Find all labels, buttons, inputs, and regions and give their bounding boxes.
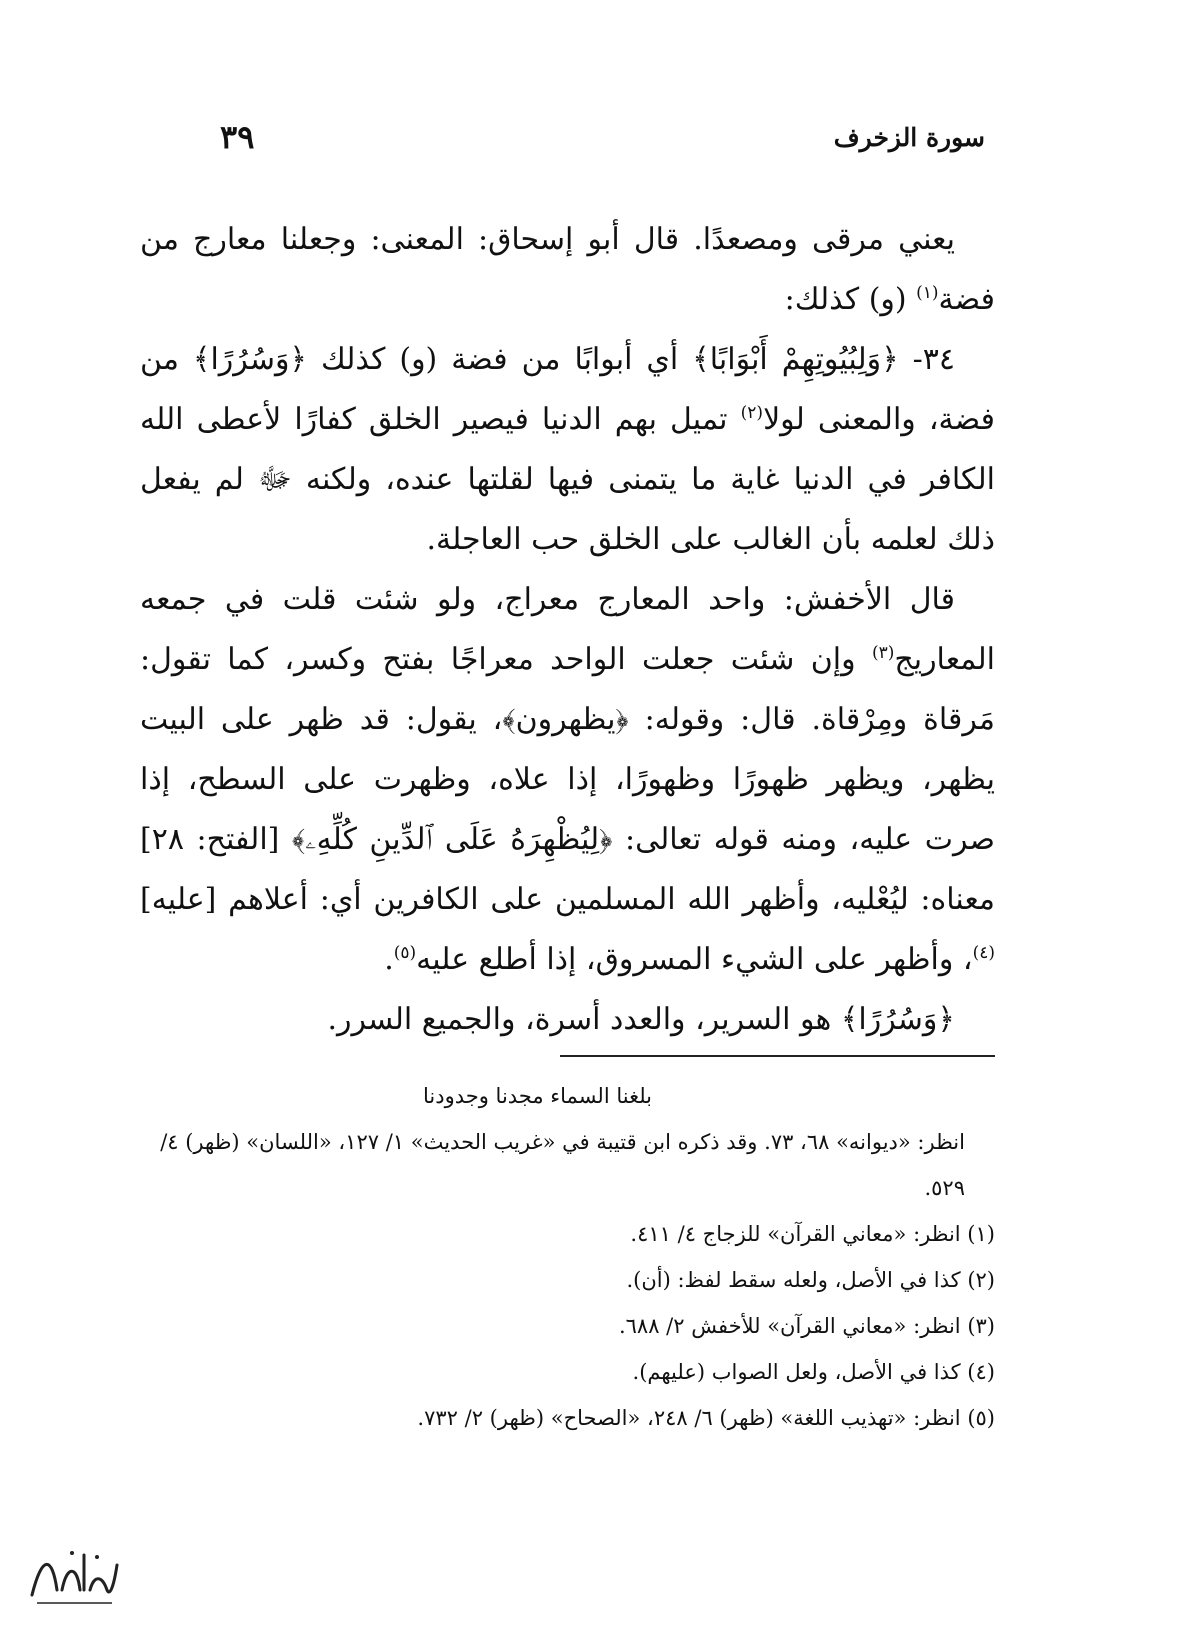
footnote-5: (٥) انظر: «تهذيب اللغة» (ظهر) ٦/ ٢٤٨، «الصحاح» (ظهر) ٢/ ٧٣٢.: [417, 1406, 995, 1430]
footnote-ref-2[interactable]: (٢): [740, 403, 764, 423]
quran-quote: ﴿وَسُرُرًا﴾: [840, 1002, 955, 1037]
text-run: .: [384, 942, 394, 977]
text-run: هو السرير، والعدد أسرة، والجميع السرر.: [327, 1002, 841, 1037]
text-run: تميل بهم الدنيا فيصير الخلق كفارًا لأعطى الله الكافر في الدنيا غاية ما يتمنى فيها لقلتها عنده، ولكنه ﷻ لم يفعل ذلك لعلمه بأن الغالب على الخلق حب العاجلة.: [140, 402, 995, 557]
footnote-4: (٤) كذا في الأصل، ولعل الصواب (عليهم).: [632, 1360, 995, 1384]
quran-quote: ﴿وَلِبُيُوتِهِمْ أَبْوَابًا﴾: [692, 342, 899, 377]
paragraph-2: [140, 330, 995, 570]
footnote-verse: بلغنا السماء مجدنا وجدودنا: [422, 1084, 653, 1108]
main-text: [140, 210, 995, 1050]
footnote-divider: [560, 1055, 995, 1057]
footnote-ref-1[interactable]: (١): [916, 283, 939, 303]
footnote-verse-reference: انظر: «ديوانه» ٦٨، ٧٣. وقد ذكره ابن قتيبة في «غريب الحديث» ١/ ١٢٧، «اللسان» (ظهر) ٤/ ٥٢٩.: [160, 1130, 965, 1200]
text-run: أي أبوابًا من فضة (و) كذلك: [307, 342, 693, 377]
quran-quote: ﴿لِيُظْهِرَهُ عَلَى ٱلدِّينِ كُلِّهِۦ﴾: [291, 822, 613, 857]
text-run: قال الأخفش: واحد المعارج معراج، ولو شئت قلت في جمعه المعاريج: [140, 582, 995, 677]
running-title: سورة الزخرف: [833, 122, 985, 152]
text-run: (و) كذلك:: [784, 282, 917, 317]
footnote-3: (٣) انظر: «معاني القرآن» للأخفش ٢/ ٦٨٨.: [618, 1314, 995, 1338]
text-run: وإن شئت جعلت الواحد معراجًا بفتح وكسر، كما تقول: مَرقاة ومِرْقاة. قال: وقوله:: [140, 642, 995, 737]
quran-quote: ﴿وَسُرُرًا﴾: [192, 342, 308, 377]
footnotes: [140, 1073, 995, 1441]
paragraph-4: [140, 990, 995, 1050]
footnote-2: (٢) كذا في الأصل، ولعله سقط لفظ: (أن).: [626, 1268, 995, 1292]
text-run: من فضة، والمعنى لولا: [140, 342, 995, 437]
text-run: يعني مرقى ومصعدًا. قال أبو إسحاق: المعنى: وجعلنا معارج من فضة: [140, 222, 995, 317]
footnote-ref-4[interactable]: (٤): [972, 943, 995, 963]
verse-number: ٣٤-: [898, 342, 955, 377]
footnote-1: (١) انظر: «معاني القرآن» للزجاج ٤/ ٤١١.: [630, 1222, 995, 1246]
page-number: ٣٩: [220, 118, 255, 156]
calligraphy-logo-icon: [22, 1535, 122, 1615]
paragraph-1: [140, 210, 995, 330]
page-header: [220, 112, 985, 162]
footnote-ref-5[interactable]: (٥): [393, 943, 417, 963]
quran-quote: ﴿يظهرون﴾: [502, 702, 629, 737]
text-run: ، وأظهر على الشيء المسروق، إذا أطلع عليه: [416, 942, 973, 977]
footnote-ref-3[interactable]: (٣): [871, 643, 895, 663]
text-run: [الفتح: ٢٨] معناه: ليُعْليه، وأظهر الله المسلمين على الكافرين أي: أعلاهم [عليه]: [140, 822, 995, 917]
text-run: ، يقول: قد ظهر على البيت يظهر، ويظهر ظهورًا وظهورًا، إذا علاه، وظهرت على السطح، إذا صرت عليه، ومنه قوله تعالى:: [140, 702, 996, 857]
paragraph-3: [140, 570, 995, 990]
